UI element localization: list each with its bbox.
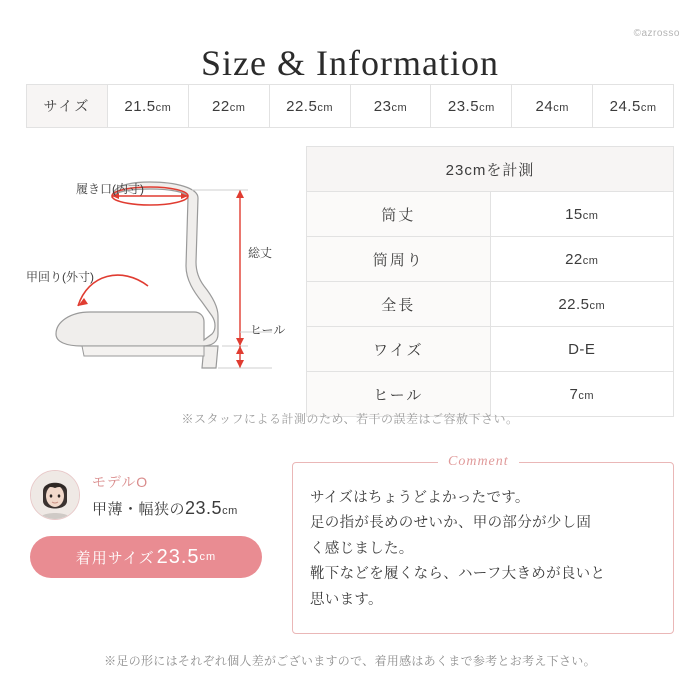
model-block — [30, 470, 270, 578]
worn-size-badge: 着用サイズ 23.5 cm — [30, 536, 262, 578]
comment-text — [310, 486, 660, 613]
table-row — [307, 282, 674, 327]
size-value-0: 21.5cm — [124, 97, 172, 115]
size-cell-5 — [512, 85, 593, 128]
diagram-label-instep: 甲回り(外寸) — [26, 270, 94, 284]
comment-line-0: サイズはちょうどよかったです。 — [310, 490, 530, 506]
size-value-4: 23.5cm — [447, 97, 495, 115]
measurement-label-2: 全長 — [307, 282, 491, 327]
comment-label: Comment — [438, 454, 519, 470]
measurement-label-0: 筒丈 — [307, 192, 491, 237]
measurement-caption: 23cmを計測 — [307, 147, 674, 192]
diagram-label-opening: 履き口(内寸) — [76, 182, 144, 196]
table-row — [307, 192, 674, 237]
size-cell-6 — [593, 85, 674, 128]
size-cell-3 — [350, 85, 431, 128]
comment-line-2: く感じました。 — [310, 540, 414, 557]
size-value-1: 22cm — [212, 97, 246, 115]
diagram-label-heel: ヒール — [250, 323, 286, 337]
size-cell-0 — [107, 85, 188, 128]
measurement-label-3: ワイズ — [307, 327, 491, 372]
size-value-3: 23cm — [373, 97, 408, 115]
diagram-label-total-height: 総丈 — [248, 246, 273, 260]
measurement-value-3: D-E — [490, 327, 674, 372]
table-row — [27, 85, 674, 128]
table-row — [307, 237, 674, 282]
size-value-5: 24cm — [535, 97, 569, 115]
comment-line-3: 靴下などを履くなら、ハーフ大きめが良いと — [310, 566, 606, 583]
size-table — [26, 84, 674, 128]
measurement-label-4: ヒール — [307, 372, 491, 417]
table-row — [307, 327, 674, 372]
size-cell-1 — [188, 85, 269, 128]
model-row — [30, 470, 270, 520]
size-cell-4 — [431, 85, 512, 128]
size-cell-2 — [269, 85, 350, 128]
page-title: Size & Information — [201, 43, 499, 84]
size-value-6: 24.5cm — [609, 97, 657, 115]
measurement-table — [306, 146, 674, 417]
boot-diagram — [26, 146, 298, 396]
measurement-label-1: 筒周り — [307, 237, 491, 282]
bottom-note: ※足の形にはそれぞれ個人差がございますので、着用感はあくまで参考とお考え下さい。 — [104, 654, 596, 668]
table-row — [307, 147, 674, 192]
divider — [26, 640, 674, 641]
avatar — [30, 470, 80, 520]
measurement-note: ※スタッフによる計測のため、若干の誤差はご容赦下さい。 — [181, 412, 519, 426]
copyright-text: ©azrosso — [633, 28, 680, 39]
measurement-value-0: 15cm — [490, 192, 674, 237]
model-text — [92, 470, 238, 519]
comment-line-4: 思います。 — [310, 591, 383, 608]
model-name: モデルO — [92, 474, 149, 490]
size-value-2: 22.5cm — [286, 97, 333, 115]
model-feature: 甲薄・幅狭の23.5cm — [92, 498, 238, 518]
measurement-value-1: 22cm — [490, 237, 674, 282]
size-table-header: サイズ — [27, 85, 108, 128]
measurement-value-4: 7cm — [490, 372, 674, 417]
comment-line-1: 足の指が長めのせいか、甲の部分が少し固 — [310, 515, 592, 532]
measurement-value-2: 22.5cm — [490, 282, 674, 327]
